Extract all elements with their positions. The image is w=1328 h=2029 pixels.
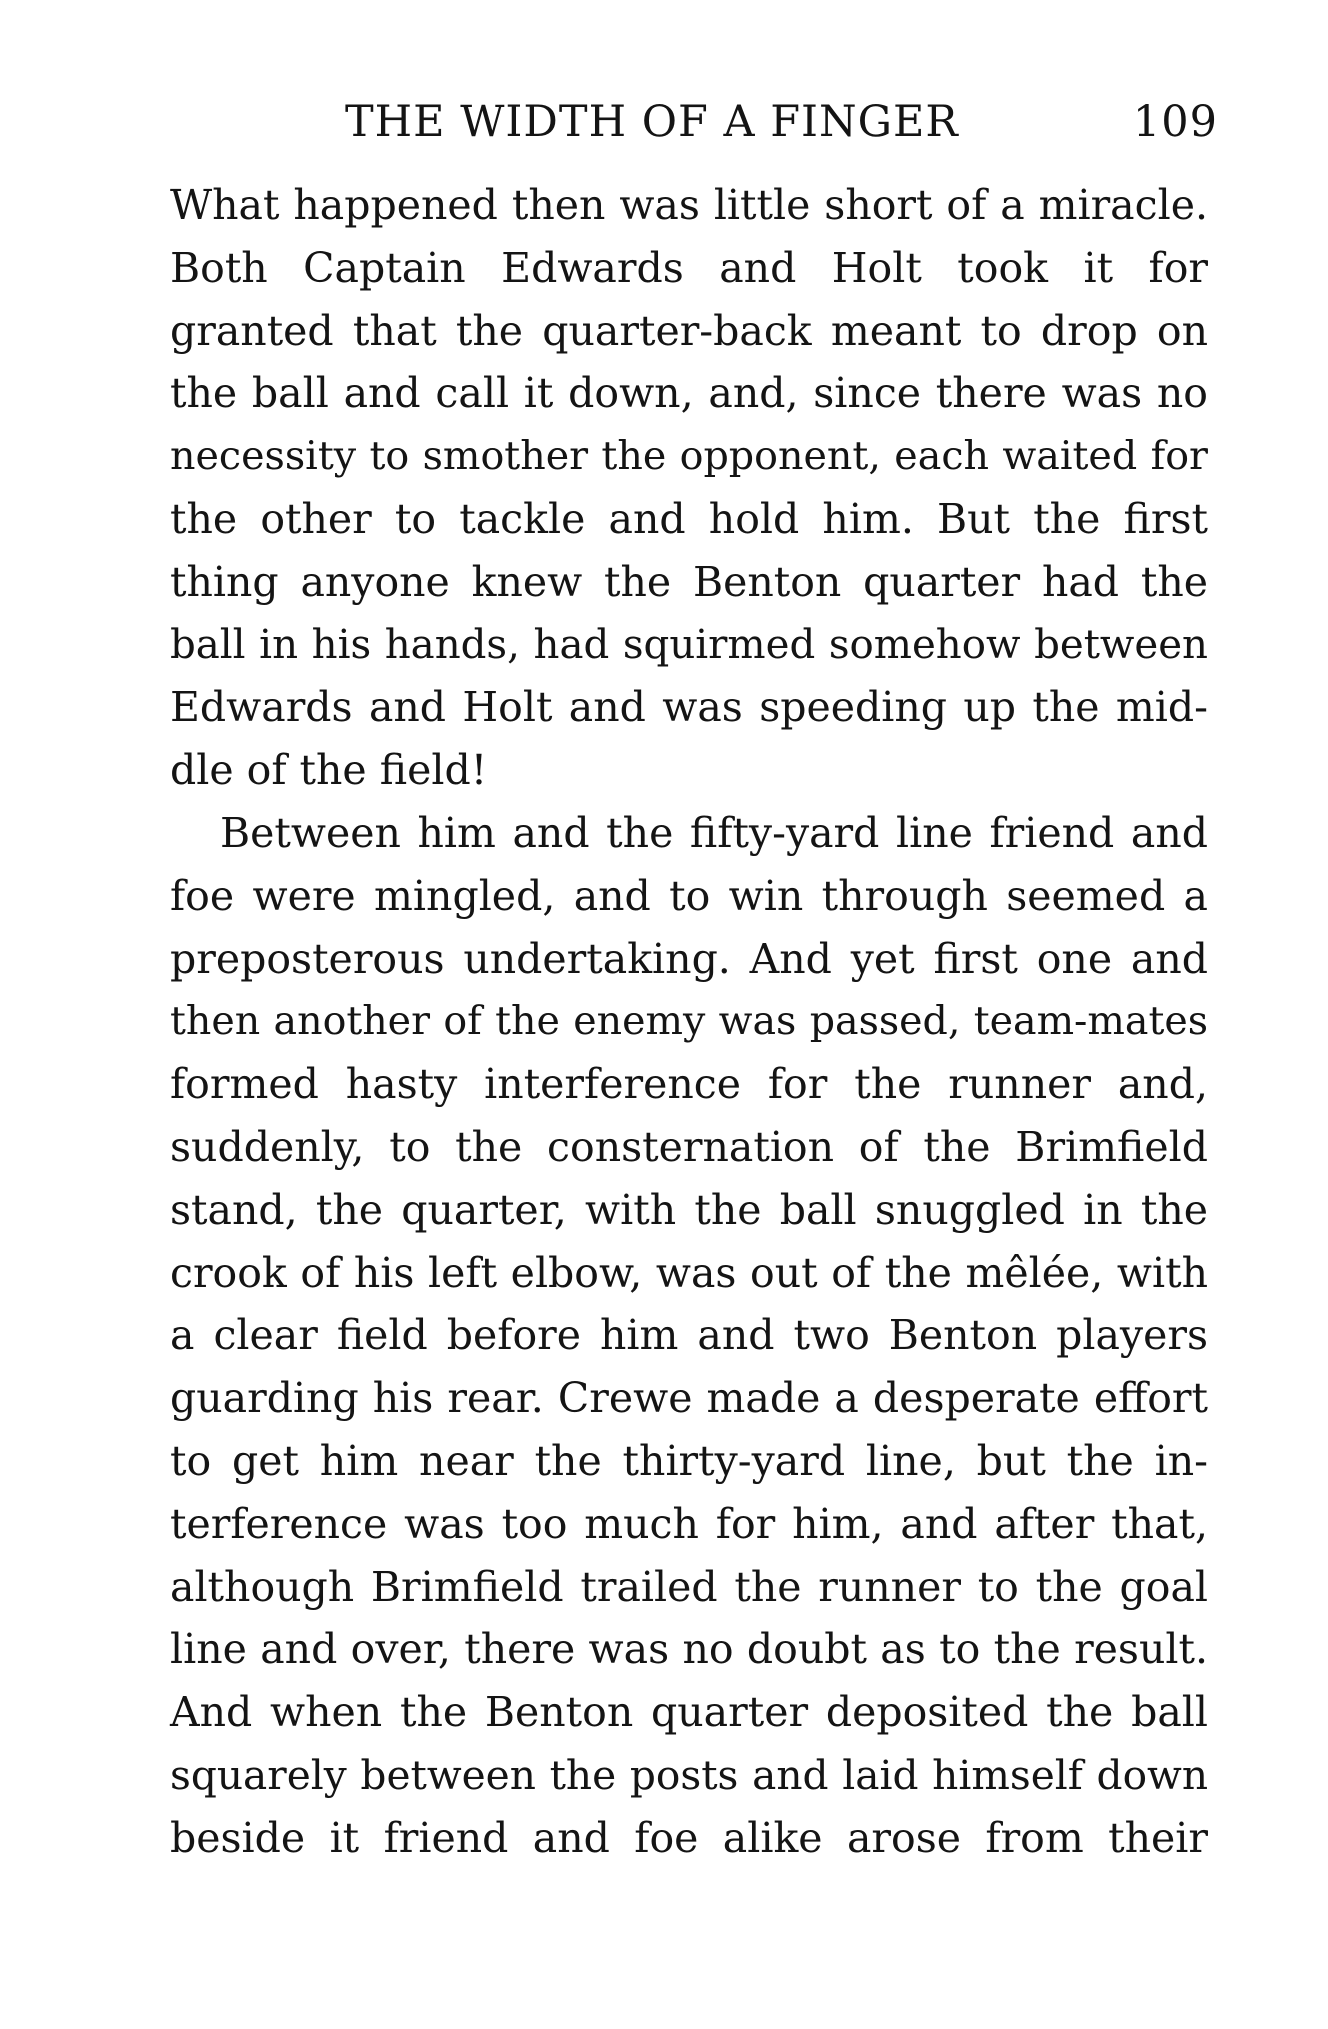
text-line: granted that the quarter-back meant to drop on [170, 306, 1208, 355]
text-line: a clear field before him and two Benton players [170, 1311, 1208, 1360]
text-line: the other to tackle and hold him. But the first [170, 494, 1208, 543]
text-line: Between him and the fifty-yard line friend and [220, 808, 1208, 857]
body-text [170, 174, 1208, 1870]
text-line: Edwards and Holt and was speeding up the mid- [170, 683, 1208, 732]
text-line: guarding his rear. Crewe made a desperate effort [170, 1374, 1208, 1423]
text-line: to get him near the thirty-yard line, but the in- [170, 1436, 1208, 1485]
text-line: What happened then was little short of a miracle. [170, 181, 1208, 229]
text-line: stand, the quarter, with the ball snuggled in the [170, 1185, 1208, 1234]
text-line: formed hasty interference for the runner and, [170, 1060, 1208, 1109]
text-line: then another of the enemy was passed, team-mates [170, 998, 1208, 1045]
text-line: ball in his hands, had squirmed somehow between [170, 620, 1208, 668]
text-line: thing anyone knew the Benton quarter had the [170, 557, 1208, 606]
running-title: THE WIDTH OF A FINGER [345, 97, 959, 147]
text-line: suddenly, to the consternation of the Brimfield [170, 1122, 1208, 1171]
text-line: dle of the field! [170, 746, 488, 795]
paragraph-1 [170, 174, 1208, 802]
page-number: 109 [1132, 97, 1218, 147]
text-line: necessity to smother the opponent, each waited for [170, 433, 1208, 480]
text-line: terference was too much for him, and after that, [170, 1499, 1208, 1548]
text-line: beside it friend and foe alike arose from their [170, 1813, 1208, 1862]
text-line: foe were mingled, and to win through seemed a [170, 871, 1208, 920]
text-line: Both Captain Edwards and Holt took it for [170, 243, 1208, 292]
text-line: although Brimfield trailed the runner to the goal [170, 1562, 1208, 1611]
text-line: preposterous undertaking. And yet first one and [170, 934, 1208, 983]
text-line: squarely between the posts and laid himself down [170, 1750, 1208, 1799]
text-line: line and over, there was no doubt as to the result. [170, 1625, 1208, 1674]
text-line: And when the Benton quarter deposited the ball [170, 1688, 1208, 1737]
text-line: crook of his left elbow, was out of the mêlée, with [170, 1248, 1208, 1297]
paragraph-2 [170, 802, 1208, 1870]
page-header [170, 92, 1218, 152]
text-line: the ball and call it down, and, since there was no [170, 369, 1208, 418]
